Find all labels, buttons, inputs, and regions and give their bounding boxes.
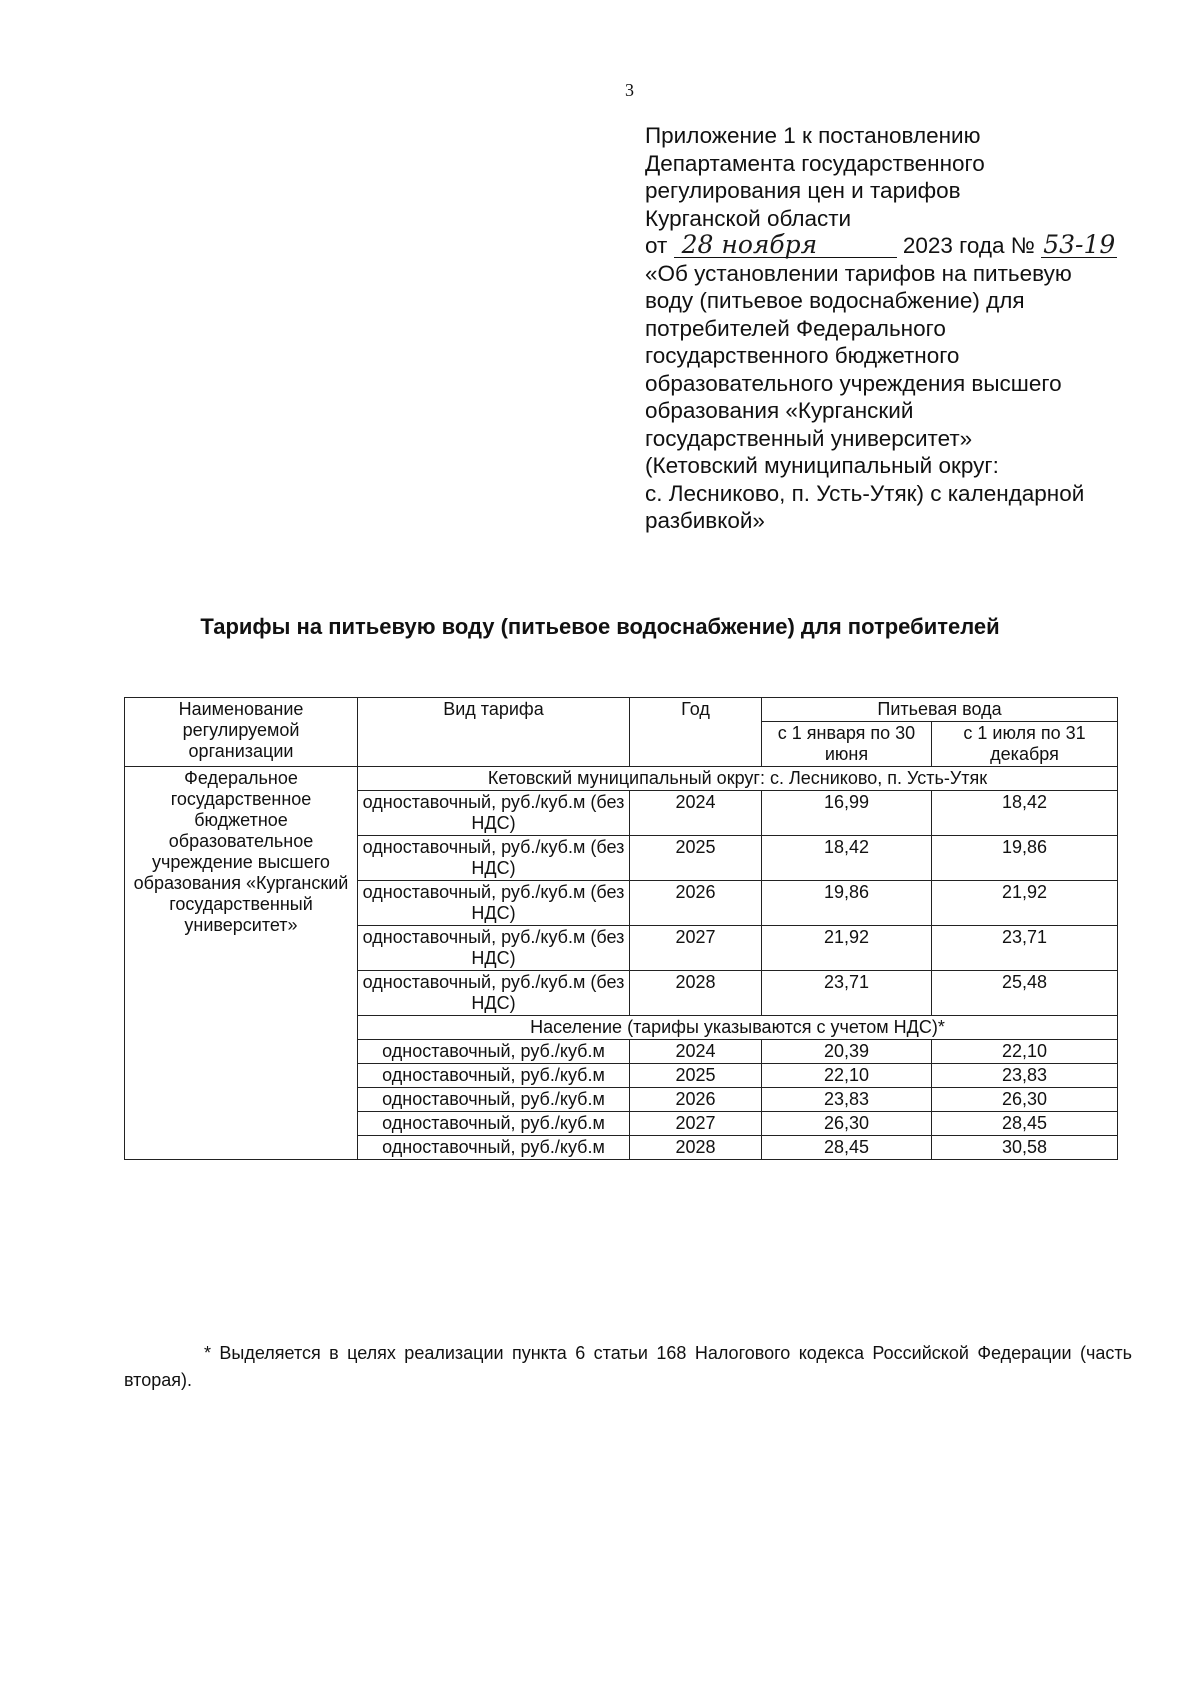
date-year-text: 2023 года №	[902, 233, 1035, 258]
tariff-h1: 23,71	[762, 971, 932, 1016]
appendix-subject-line: (Кетовский муниципальный округ:	[645, 453, 999, 478]
header-water: Питьевая вода	[762, 698, 1118, 722]
tariff-h2: 21,92	[932, 881, 1118, 926]
tariff-year: 2025	[630, 1064, 762, 1088]
tariff-h1: 26,30	[762, 1112, 932, 1136]
tariff-h1: 23,83	[762, 1088, 932, 1112]
tariff-h2: 26,30	[932, 1088, 1118, 1112]
appendix-subject-line: разбивкой»	[645, 508, 765, 533]
appendix-line-3: регулирования цен и тарифов	[645, 178, 961, 203]
section-title: Кетовский муниципальный округ: с. Лесниково, п. Усть-Утяк	[358, 767, 1118, 791]
tariff-year: 2028	[630, 1136, 762, 1160]
header-half-1: с 1 января по 30 июня	[762, 722, 932, 767]
organization-name: Федеральное государственное бюджетное образовательное учреждение высшего образования «Курганский государственный университет»	[125, 767, 358, 1160]
page-number: 3	[625, 80, 634, 100]
appendix-line-2: Департамента государственного	[645, 150, 985, 176]
tariff-h2: 23,83	[932, 1064, 1118, 1088]
tariff-h2: 19,86	[932, 836, 1118, 881]
tariff-year: 2024	[630, 1040, 762, 1064]
tariff-h1: 16,99	[762, 791, 932, 836]
header-half-2: с 1 июля по 31 декабря	[932, 722, 1118, 767]
tariff-year: 2027	[630, 926, 762, 971]
tariff-h1: 28,45	[762, 1136, 932, 1160]
appendix-subject-line: воду (питьевое водоснабжение) для	[645, 288, 1025, 313]
tariff-kind: одноставочный, руб./куб.м	[358, 1112, 630, 1136]
section-row	[125, 767, 1118, 791]
appendix-line-1: Приложение 1 к постановлению	[645, 123, 981, 148]
tariff-kind: одноставочный, руб./куб.м (без НДС)	[358, 926, 630, 971]
appendix-subject-line: государственный университет»	[645, 425, 973, 451]
tariff-year: 2026	[630, 881, 762, 926]
tariff-h2: 30,58	[932, 1136, 1118, 1160]
tariff-kind: одноставочный, руб./куб.м (без НДС)	[358, 836, 630, 881]
appendix-subject-line: с. Лесниково, п. Усть-Утяк) с календарной	[645, 480, 1085, 506]
footnote: * Выделяется в целях реализации пункта 6 статьи 168 Налогового кодекса Российской Федерации (часть вторая).	[124, 1343, 1132, 1390]
tariff-table	[124, 697, 1118, 1160]
appendix-subject-line: «Об установлении тарифов на питьевую	[645, 260, 1072, 286]
appendix-subject-line: образовательного учреждения высшего	[645, 370, 1062, 396]
tariff-h1: 22,10	[762, 1064, 932, 1088]
appendix-subject-line: потребителей Федерального	[645, 315, 946, 341]
tariff-h2: 25,48	[932, 971, 1118, 1016]
tariff-kind: одноставочный, руб./куб.м (без НДС)	[358, 791, 630, 836]
tariff-h2: 18,42	[932, 791, 1118, 836]
tariff-kind: одноставочный, руб./куб.м	[358, 1136, 630, 1160]
section-title: Население (тарифы указываются с учетом НДС)*	[358, 1016, 1118, 1040]
appendix-date-line	[645, 232, 1145, 260]
appendix-subject-line: образования «Курганский	[645, 398, 914, 423]
handwritten-date: 28 ноября	[674, 233, 897, 258]
header-year: Год	[630, 698, 762, 767]
appendix-heading	[645, 122, 1145, 535]
tariff-year: 2026	[630, 1088, 762, 1112]
tariff-kind: одноставочный, руб./куб.м (без НДС)	[358, 881, 630, 926]
date-prefix: от	[645, 233, 668, 258]
table-header-row	[125, 698, 1118, 722]
tariff-h2: 28,45	[932, 1112, 1118, 1136]
tariff-year: 2028	[630, 971, 762, 1016]
tariff-h2: 22,10	[932, 1040, 1118, 1064]
header-org: Наименование регулируемой организации	[125, 698, 358, 767]
tariff-year: 2027	[630, 1112, 762, 1136]
tariff-kind: одноставочный, руб./куб.м (без НДС)	[358, 971, 630, 1016]
handwritten-number: 53-19	[1043, 230, 1116, 259]
tariff-year: 2025	[630, 836, 762, 881]
tariff-h1: 21,92	[762, 926, 932, 971]
tariff-h1: 20,39	[762, 1040, 932, 1064]
tariff-kind: одноставочный, руб./куб.м	[358, 1040, 630, 1064]
tariff-h2: 23,71	[932, 926, 1118, 971]
header-kind: Вид тарифа	[358, 698, 630, 767]
appendix-line-4: Курганской области	[645, 205, 852, 231]
tariff-year: 2024	[630, 791, 762, 836]
appendix-subject-line: государственного бюджетного	[645, 343, 960, 368]
tariff-kind: одноставочный, руб./куб.м	[358, 1088, 630, 1112]
tariff-h1: 19,86	[762, 881, 932, 926]
tariff-h1: 18,42	[762, 836, 932, 881]
tariff-kind: одноставочный, руб./куб.м	[358, 1064, 630, 1088]
document-title: Тарифы на питьевую воду (питьевое водоснабжение) для потребителей	[200, 614, 1000, 639]
